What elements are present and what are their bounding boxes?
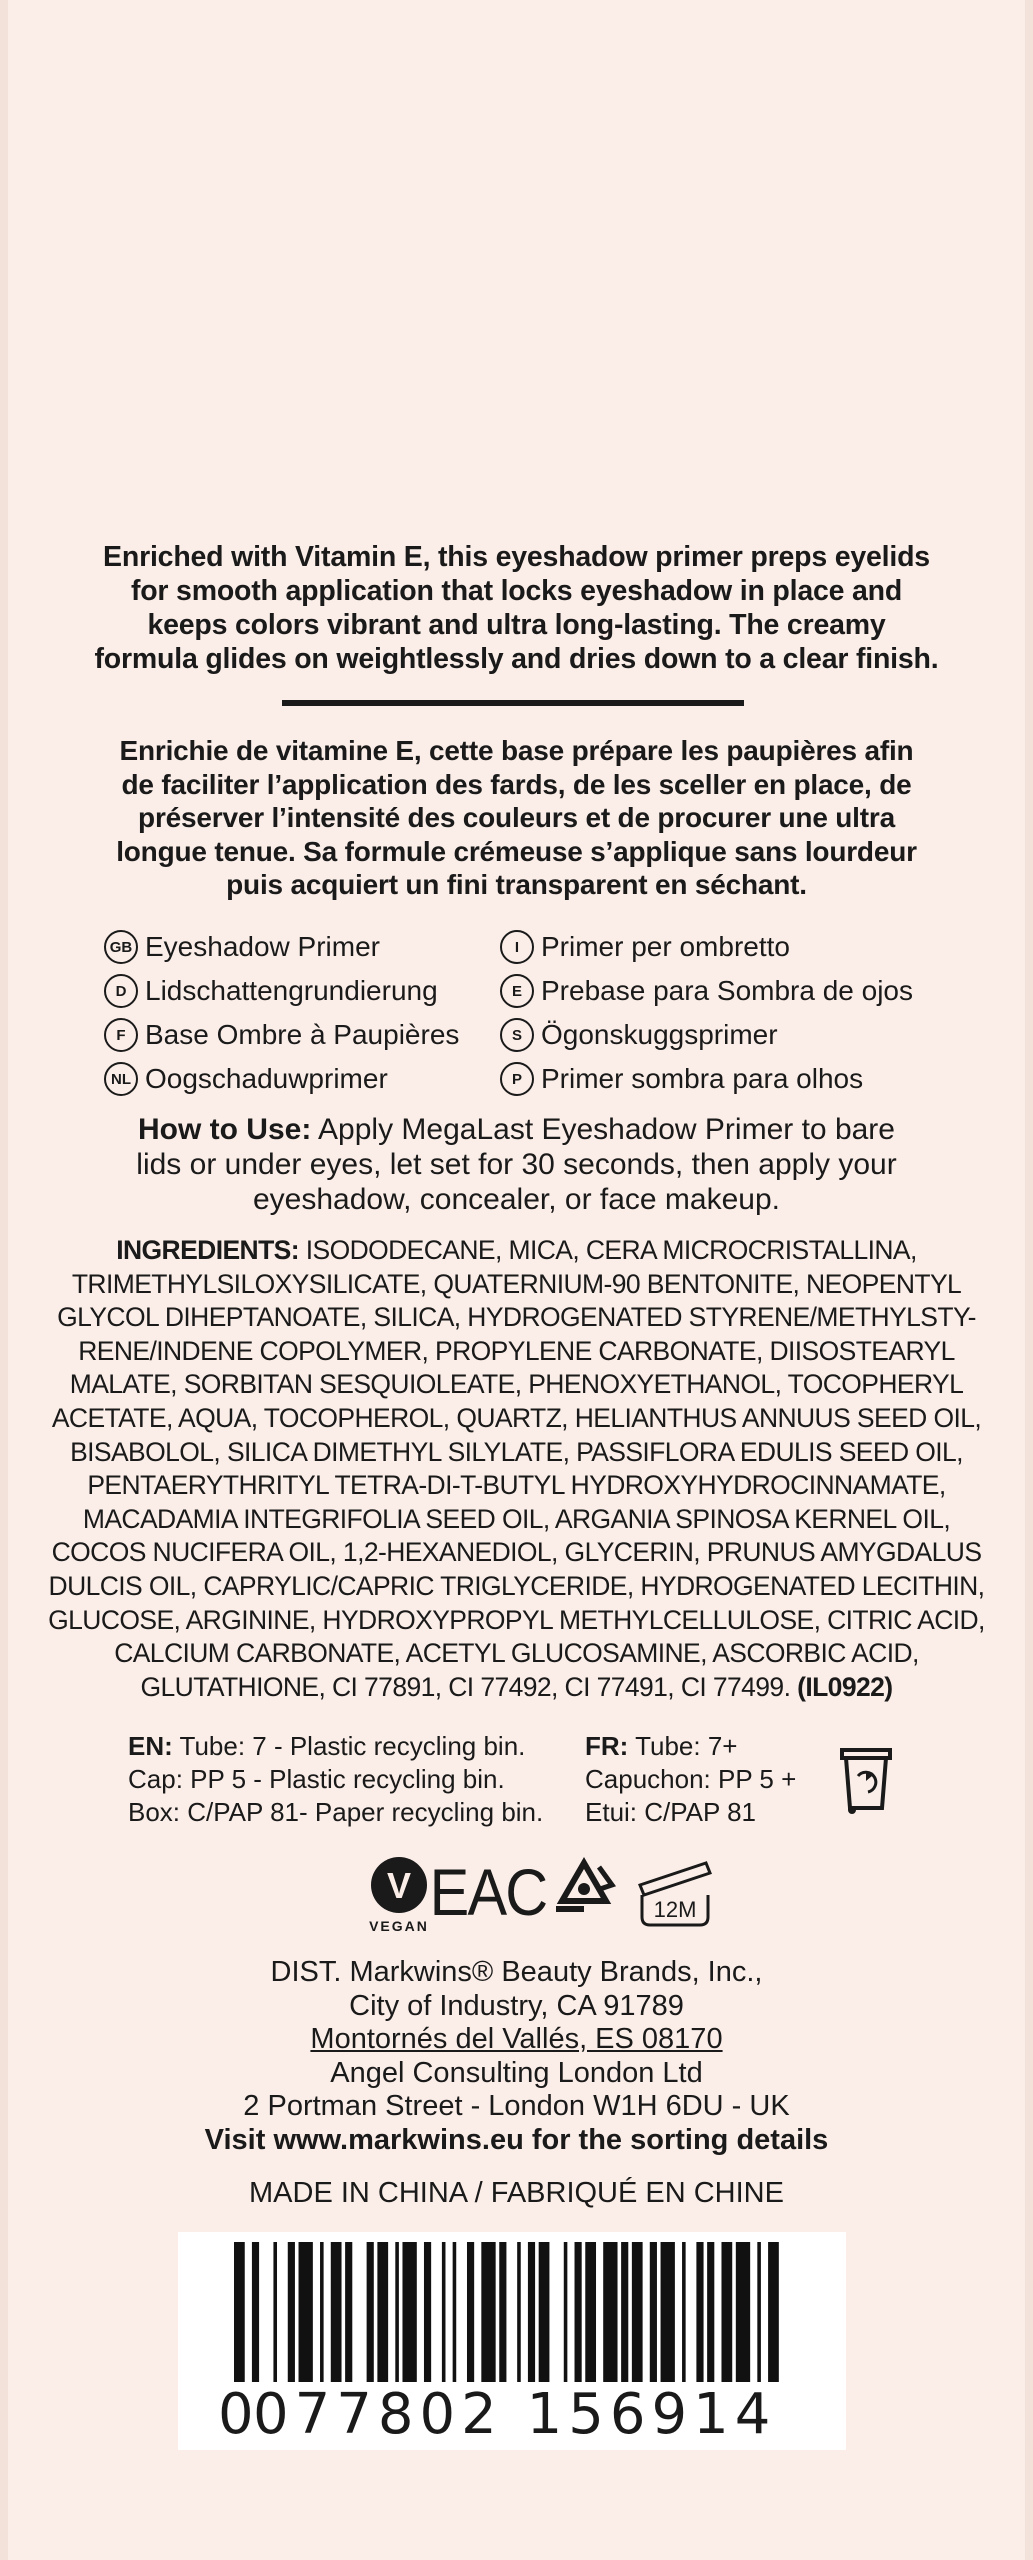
- translation-name: Base Ombre à Paupières: [145, 1019, 460, 1050]
- barcode-bar: [395, 2242, 399, 2382]
- description-fr-line: de faciliter l’application des fards, de les sceller en place, de: [121, 768, 912, 800]
- recycling-fr-label: FR:: [585, 1731, 629, 1761]
- ingredients-line: DULCIS OIL, CAPRYLIC/CAPRIC TRIGLYCERIDE, HYDROGENATED LECITHIN,: [48, 1570, 985, 1601]
- translation-name: Primer per ombretto: [541, 931, 790, 962]
- barcode-bar: [273, 2242, 277, 2382]
- barcode-bar: [621, 2242, 628, 2382]
- translations-right-column: [500, 925, 913, 1101]
- recycling-line: Box: C/PAP 81- Paper recycling bin.: [128, 1797, 544, 1827]
- barcode-bar: [603, 2242, 617, 2382]
- translation-item: [104, 1057, 459, 1101]
- ingredients-line: GLYCOL DIHEPTANOATE, SILICA, HYDROGENATED STYRENE/METHYLSTY-: [57, 1302, 976, 1333]
- recycling-english: [128, 1730, 543, 1829]
- barcode-bar: [402, 2242, 416, 2382]
- barcode-bar: [377, 2242, 388, 2382]
- ingredients-line: GLUCOSE, ARGININE, HYDROXYPROPYL METHYLCELLULOSE, CITRIC ACID,: [48, 1604, 985, 1635]
- barcode-bar: [585, 2242, 596, 2382]
- translation-name: Primer sombra para olhos: [541, 1063, 864, 1094]
- language-code-badge: S: [500, 1018, 534, 1052]
- recycling-line: Cap: PP 5 - Plastic recycling bin.: [128, 1764, 505, 1794]
- barcode-bar: [467, 2242, 474, 2382]
- translation-item: [104, 969, 459, 1013]
- distributor-line: DIST. Markwins® Beauty Brands, Inc.,: [270, 1956, 763, 1988]
- description-en-line: keeps colors vibrant and ultra long-lasting. The creamy: [147, 609, 886, 641]
- barcode-bar: [424, 2242, 431, 2382]
- eac-mark-text: EAC: [429, 1856, 547, 1930]
- language-code-badge: NL: [104, 1062, 138, 1096]
- barcode-bar: [517, 2242, 521, 2382]
- language-code-badge: D: [104, 974, 138, 1008]
- barcode-bar: [632, 2242, 643, 2382]
- how-to-use-line: [60, 1112, 973, 1147]
- panel-edge-right: [1025, 0, 1033, 2560]
- translation-item: [104, 925, 459, 969]
- barcode-bar: [234, 2242, 245, 2382]
- distributor-line: Montornés del Vallés, ES 08170: [310, 2023, 723, 2055]
- distributor-line: City of Industry, CA 91789: [349, 1989, 684, 2022]
- ingredients-label: INGREDIENTS:: [116, 1235, 299, 1265]
- recycling-line: Capuchon: PP 5 +: [585, 1764, 797, 1794]
- barcode-bar: [721, 2242, 732, 2382]
- barcode-bars: [230, 2242, 790, 2382]
- description-fr-line: préserver l’intensité des couleurs et de procurer une ultra: [138, 802, 895, 833]
- language-code-badge: GB: [104, 930, 138, 964]
- ingredients-text: ISODODECANE, MICA, CERA MICROCRISTALLINA,: [298, 1235, 917, 1265]
- ingredients-line: BISABOLOL, SILICA DIMETHYL SILYLATE, PASSIFLORA EDULIS SEED OIL,: [70, 1436, 963, 1467]
- how-to-use-line: eyeshadow, concealer, or face makeup.: [253, 1183, 780, 1216]
- how-to-use: [60, 1112, 973, 1217]
- sorting-details-link: Visit www.markwins.eu for the sorting details: [204, 2123, 829, 2156]
- vegan-icon: [364, 1855, 434, 1935]
- translation-item: [500, 969, 913, 1013]
- period-after-opening-icon: [634, 1855, 714, 1935]
- ingredients-line: TRIMETHYLSILOXYSILICATE, QUATERNIUM-90 BENTONITE, NEOPENTYL: [71, 1268, 962, 1299]
- barcode-first-digit: 0: [218, 2382, 258, 2447]
- barcode-bar: [650, 2242, 657, 2382]
- ingredients-line: MALATE, SORBITAN SESQUIOLEATE, PHENOXYETHANOL, TOCOPHERYL: [69, 1369, 964, 1400]
- description-en-line: for smooth application that locks eyeshadow in place and: [130, 575, 903, 607]
- translations-left-column: [104, 925, 459, 1101]
- barcode-bar: [575, 2242, 582, 2382]
- made-in-label: MADE IN CHINA / FABRIQUÉ EN CHINE: [249, 2177, 784, 2209]
- ingredients-line: COCOS NUCIFERA OIL, 1,2-HEXANEDIOL, GLYCERIN, PRUNUS AMYGDALUS: [51, 1537, 982, 1568]
- recycling-line: [585, 1730, 796, 1763]
- ingredients-line: CALCIUM CARBONATE, ACETYL GLUCOSAMINE, ASCORBIC ACID,: [114, 1638, 919, 1669]
- translation-name: Oogschaduwprimer: [145, 1063, 388, 1094]
- vegan-label: VEGAN: [369, 1918, 429, 1934]
- description-fr-line: longue tenue. Sa formule crémeuse s’applique sans lourdeur: [116, 835, 917, 867]
- distributor-line: 2 Portman Street - London W1H 6DU - UK: [243, 2090, 790, 2122]
- barcode-bar: [768, 2242, 779, 2382]
- barcode-bar: [252, 2242, 259, 2382]
- barcode-bar: [288, 2242, 295, 2382]
- translation-item: [500, 1057, 913, 1101]
- barcode-bar: [499, 2242, 506, 2382]
- panel-edge-left: [0, 0, 8, 2560]
- triman-recycling-icon: [544, 1855, 624, 1925]
- barcode-bar: [707, 2242, 714, 2382]
- description-fr-line: Enrichie de vitamine E, cette base prépare les paupières afin: [119, 735, 914, 766]
- barcode-bar: [331, 2242, 342, 2382]
- recycling-text: Tube: 7+: [628, 1731, 738, 1761]
- section-divider: [282, 700, 744, 706]
- language-code-badge: P: [500, 1062, 534, 1096]
- batch-code: (IL0922): [797, 1671, 893, 1702]
- description-fr-line: puis acquiert un fini transparent en séchant.: [226, 869, 807, 900]
- barcode-bar: [299, 2242, 313, 2382]
- barcode-bar: [661, 2242, 675, 2382]
- barcode-bar: [696, 2242, 703, 2382]
- distributor-line: Angel Consulting London Ltd: [330, 2056, 703, 2089]
- ingredients-list: [38, 1234, 995, 1704]
- language-code-badge: I: [500, 930, 534, 964]
- recycling-french: [585, 1730, 796, 1829]
- ingredients-line: RENE/INDENE COPOLYMER, PROPYLENE CARBONATE, DIISOSTEARYL: [78, 1335, 955, 1366]
- recycling-en-label: EN:: [128, 1731, 173, 1761]
- barcode: [178, 2232, 846, 2450]
- barcode-bar: [367, 2242, 374, 2382]
- vegan-letter: V: [386, 1865, 412, 1906]
- language-code-badge: E: [500, 974, 534, 1008]
- description-en-line: Enriched with Vitamin E, this eyeshadow primer preps eyelids: [103, 541, 930, 573]
- barcode-bar: [320, 2242, 324, 2382]
- translation-name: Eyeshadow Primer: [145, 931, 380, 962]
- recycling-text: Tube: 7 - Plastic recycling bin.: [172, 1731, 526, 1761]
- description-en-line: formula glides on weightlessly and dries down to a clear finish.: [94, 643, 939, 675]
- translation-item: [500, 925, 913, 969]
- translation-item: [104, 1013, 459, 1057]
- pao-label: 12M: [653, 1897, 697, 1922]
- ingredients-line: PENTAERYTHRITYL TETRA-DI-T-BUTYL HYDROXYHYDROCINNAMATE,: [87, 1470, 946, 1501]
- ingredients-line: ACETATE, AQUA, TOCOPHEROL, QUARTZ, HELIANTHUS ANNUUS SEED OIL,: [51, 1402, 982, 1433]
- recycling-line: [128, 1730, 543, 1763]
- certification-symbols: [364, 1855, 714, 1935]
- barcode-bar: [453, 2242, 457, 2382]
- barcode-bar: [481, 2242, 495, 2382]
- translation-name: Ögonskuggsprimer: [541, 1019, 778, 1050]
- barcode-bar: [442, 2242, 446, 2382]
- barcode-bar: [757, 2242, 761, 2382]
- recycling-line: Etui: C/PAP 81: [585, 1797, 757, 1827]
- ingredients-line: [38, 1671, 995, 1705]
- ingredients-text: GLUTATHIONE, CI 77891, CI 77492, CI 77491, CI 77499.: [140, 1671, 798, 1702]
- barcode-bar: [528, 2242, 535, 2382]
- how-to-use-line: lids or under eyes, let set for 30 seconds, then apply your: [136, 1148, 897, 1181]
- description-english: [30, 540, 1003, 676]
- barcode-bar: [736, 2242, 750, 2382]
- barcode-bar: [682, 2242, 686, 2382]
- distributor-info: [60, 1956, 973, 2157]
- barcode-digits: 077802 156914: [253, 2382, 777, 2447]
- ingredients-line: [38, 1234, 995, 1268]
- ingredients-line: MACADAMIA INTEGRIFOLIA SEED OIL, ARGANIA SPINOSA KERNEL OIL,: [82, 1503, 951, 1534]
- recycle-bin-icon: [836, 1736, 896, 1816]
- translation-name: Prebase para Sombra de ojos: [541, 975, 913, 1006]
- how-to-use-label: How to Use:: [138, 1113, 312, 1146]
- barcode-bar: [564, 2242, 568, 2382]
- description-french: [30, 734, 1003, 902]
- translation-item: [500, 1013, 913, 1057]
- eac-mark-icon: [429, 1855, 547, 1930]
- barcode-bar: [345, 2242, 352, 2382]
- language-code-badge: F: [104, 1018, 138, 1052]
- how-to-use-text: Apply MegaLast Eyeshadow Primer to bare: [311, 1113, 895, 1146]
- barcode-bar: [539, 2242, 550, 2382]
- translation-name: Lidschattengrundierung: [145, 975, 438, 1006]
